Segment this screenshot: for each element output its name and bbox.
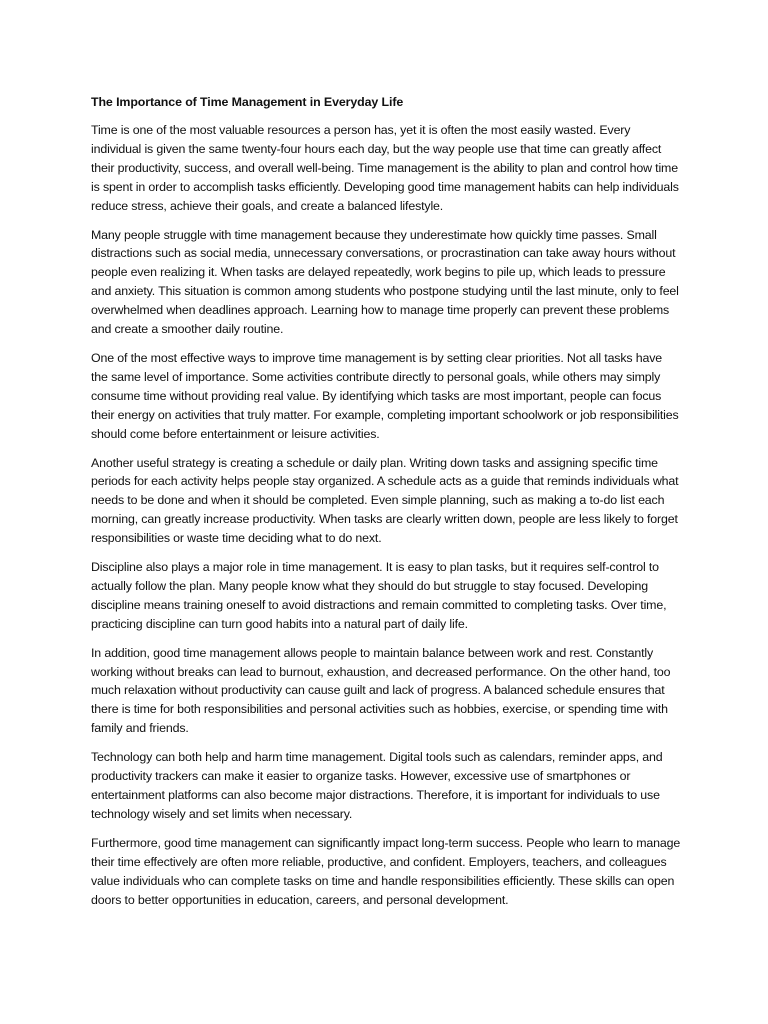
paragraph-2: Many people struggle with time management because they underestimate how quickly time passes. Small distractions such as social media, unnecessary conversations, or procrastination can take away hours without people even realizing it. When tasks are delayed repeatedly, work begins to pile up, which leads to pressure and anxiety. This situation is common among students who postpone studying until the last minute, only to feel overwhelmed when deadlines approach. Learning how to manage time properly can prevent these problems and create a smoother daily routine. xyxy=(91,227,679,337)
paragraph-7: Technology can both help and harm time management. Digital tools such as calendars, reminder apps, and productivity trackers can make it easier to organize tasks. However, excessive use of smartphones or entertainment platforms can also become major distractions. Therefore, it is important for individuals to use technology wisely and set limits when necessary. xyxy=(91,750,663,821)
paragraph-3: One of the most effective ways to improve time management is by setting clear priorities. Not all tasks have the same level of importance. Some activities contribute directly to personal goals, while others may simply consume time without providing real value. By identifying which tasks are most important, people can focus their energy on activities that truly matter. For example, completing important schoolwork or job responsibilities should come before entertainment or leisure activities. xyxy=(91,350,679,441)
document-title: The Importance of Time Management in Everyday Life xyxy=(91,95,404,109)
paragraph-8: Furthermore, good time management can significantly impact long-term success. People who learn to manage their time effectively are often more reliable, productive, and confident. Employers, teachers, and colleagues value individuals who can complete tasks on time and handle responsibilities efficiently. These skills can open doors to better opportunities in education, careers, and personal development. xyxy=(91,835,681,907)
paragraph-5: Discipline also plays a major role in time management. It is easy to plan tasks, but it requires self-control to actually follow the plan. Many people know what they should do but struggle to stay focused. Developing discipline means training oneself to avoid distractions and remain committed to completing tasks. Over time, practicing discipline can turn good habits into a natural part of daily life. xyxy=(91,560,667,631)
paragraph-4: Another useful strategy is creating a schedule or daily plan. Writing down tasks and assigning specific time periods for each activity helps people stay organized. A schedule acts as a guide that reminds individuals what needs to be done and when it should be completed. Even simple planning, such as making a to-do list each morning, can greatly increase productivity. When tasks are clearly written down, people are less likely to forget responsibilities or waste time deciding what to do next. xyxy=(91,455,679,546)
document-body xyxy=(91,93,681,919)
paragraph-6: In addition, good time management allows people to maintain balance between work and rest. Constantly working without breaks can lead to burnout, exhaustion, and decreased performance. On the other hand, too much relaxation without productivity can cause guilt and lack of progress. A balanced schedule ensures that there is time for both responsibilities and personal activities such as hobbies, exercise, or spending time with family and friends. xyxy=(91,645,671,736)
paragraph-1: Time is one of the most valuable resources a person has, yet it is often the most easily wasted. Every individual is given the same twenty-four hours each day, but the way people use that time can greatly affect their productivity, success, and overall well-being. Time management is the ability to plan and control how time is spent in order to accomplish tasks efficiently. Developing good time management habits can help individuals reduce stress, achieve their goals, and create a balanced lifestyle. xyxy=(91,123,679,213)
